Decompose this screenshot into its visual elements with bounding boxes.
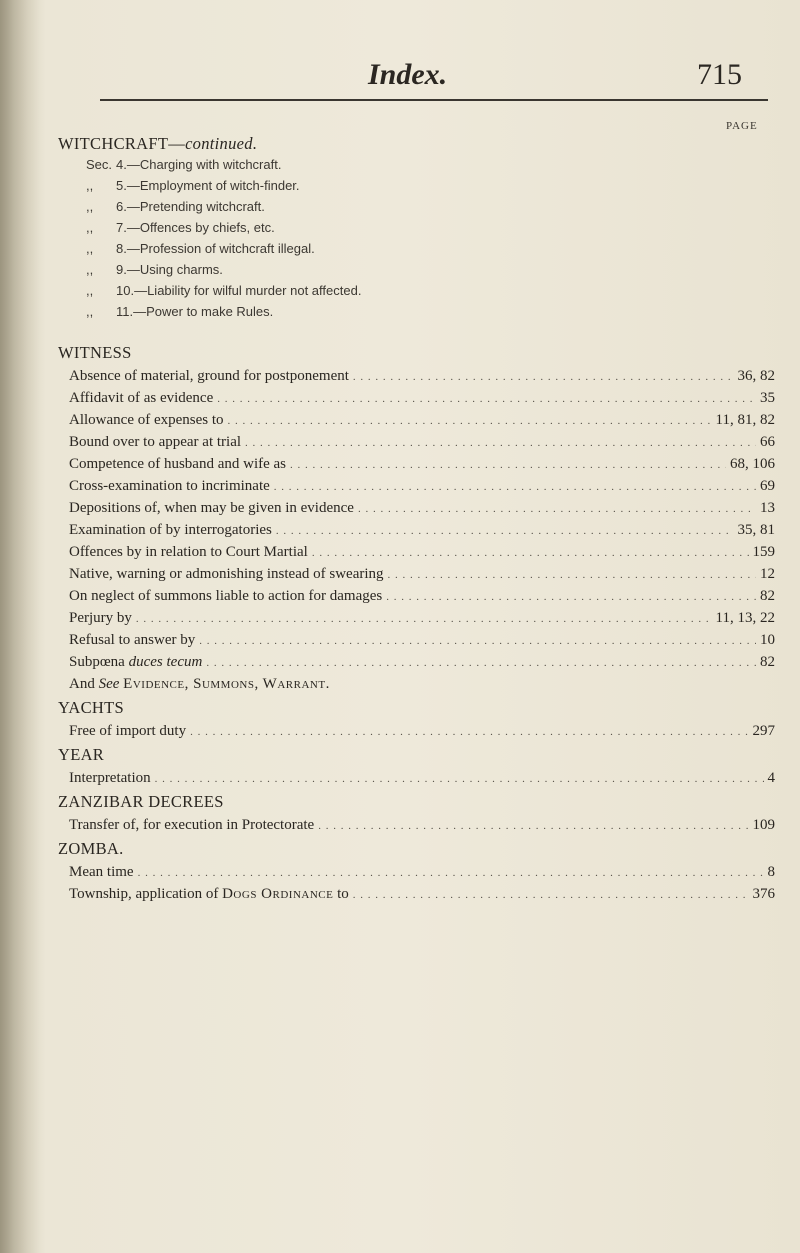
- index-entry: Depositions of, when may be given in evidence . . . 13: [69, 498, 775, 518]
- index-entry: Interpretation . . . 4: [69, 768, 775, 788]
- index-entry: Bound over to appear at trial . . . 66: [69, 432, 775, 452]
- index-entry: Perjury by . . . 11, 13, 22: [69, 608, 775, 628]
- index-entry: Refusal to answer by . . . 10: [69, 630, 775, 650]
- index-entry: Free of import duty . . . 297: [69, 721, 775, 741]
- witchcraft-section: ,, 9.—Using charms.: [86, 262, 223, 277]
- heading-zomba: ZOMBA.: [58, 839, 124, 858]
- index-entry: Native, warning or admonishing instead of swearing . . . 12: [69, 564, 775, 584]
- index-entry: Offences by in relation to Court Martial . . . 159: [69, 542, 775, 562]
- index-entry: Subpœna duces tecum . . . 82: [69, 652, 775, 672]
- page-number: 715: [697, 58, 742, 91]
- witchcraft-section: ,, 11.—Power to make Rules.: [86, 304, 274, 319]
- index-entry: Absence of material, ground for postponement . . . 36, 82: [69, 366, 775, 386]
- heading-yachts: YACHTS: [58, 698, 124, 717]
- running-head-title: Index.: [368, 58, 448, 91]
- heading-year: YEAR: [58, 745, 105, 764]
- witchcraft-section: ,, 7.—Offences by chiefs, etc.: [86, 220, 275, 235]
- witchcraft-section: ,, 8.—Profession of witchcraft illegal.: [86, 241, 315, 256]
- binding-gutter: [0, 0, 46, 1253]
- heading-witness: WITNESS: [58, 343, 132, 362]
- index-entry: Transfer of, for execution in Protectorate . . . 109: [69, 815, 775, 835]
- index-entry: Affidavit of as evidence . . . 35: [69, 388, 775, 408]
- index-entry: Mean time . . . 8: [69, 862, 775, 882]
- witchcraft-section: ,, 5.—Employment of witch-finder.: [86, 178, 300, 193]
- see-also-reference: And See Evidence, Summons, Warrant.: [69, 676, 330, 692]
- witchcraft-section: Sec. 4.—Charging with witchcraft.: [86, 157, 282, 172]
- page-column-label: PAGE: [726, 120, 758, 132]
- index-entry: Township, application of Dogs Ordinance to . . . 376: [69, 884, 775, 904]
- index-entry: Allowance of expenses to . . . 11, 81, 82: [69, 410, 775, 430]
- index-entry: Cross-examination to incriminate . . . 69: [69, 476, 775, 496]
- witchcraft-section: ,, 10.—Liability for wilful murder not affected.: [86, 283, 362, 298]
- heading-zanzibar: ZANZIBAR DECREES: [58, 792, 224, 811]
- header-rule: [100, 99, 768, 101]
- index-entry: On neglect of summons liable to action for damages . . . 82: [69, 586, 775, 606]
- witchcraft-section: ,, 6.—Pretending witchcraft.: [86, 199, 265, 214]
- index-entry: Competence of husband and wife as . . . 68, 106: [69, 454, 775, 474]
- index-entry: Examination of by interrogatories . . . 35, 81: [69, 520, 775, 540]
- heading-witchcraft: WITCHCRAFT—continued.: [58, 134, 258, 153]
